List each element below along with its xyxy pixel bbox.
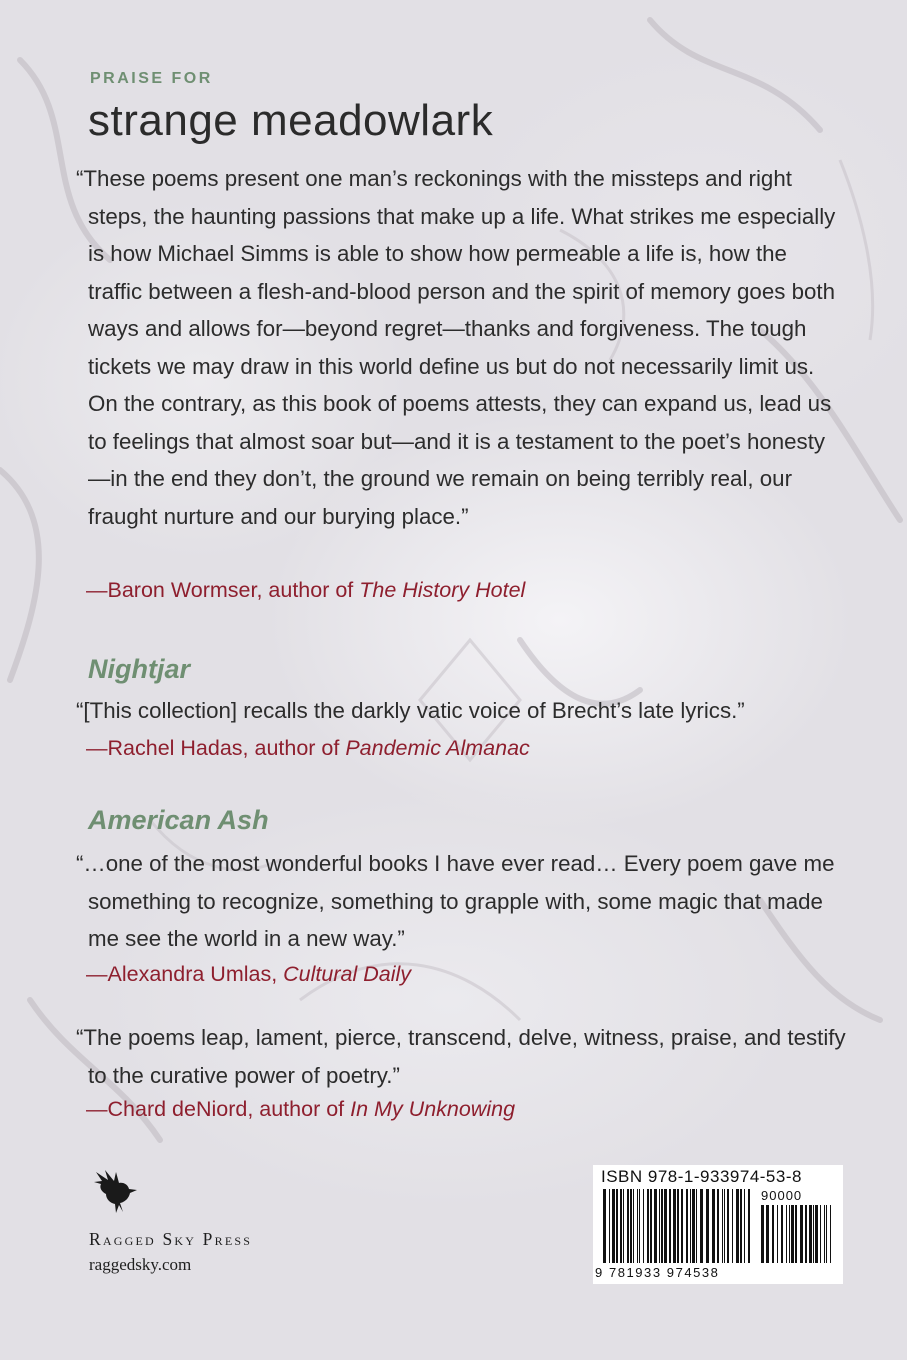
book-title: strange meadowlark	[88, 96, 494, 145]
section-title-american-ash: American Ash	[88, 805, 269, 835]
attribution-text: —Chard deNiord, author of	[86, 1097, 351, 1121]
section-title-nightjar: Nightjar	[88, 654, 191, 684]
publisher-name: Ragged Sky Press	[89, 1229, 253, 1249]
attribution-text: —Rachel Hadas, author of	[86, 736, 346, 760]
attribution-chard-deniord	[86, 1097, 515, 1122]
quote-baron-wormser: “These poems present one man’s reckonings with the missteps and right steps, the haunting passions that make up a life. What strikes me especially is how Michael Simms is able to show how permeable a life is, how the traffic between a flesh-and-blood person and the spirit of memory goes both ways and allows for—beyond regret—thanks and forgiveness. The tough tickets we may draw in this world define us but do not necessarily limit us. On the contrary, as this book of poems attests, they can expand us, lead us to feelings that almost soar but—and it is a testament to the poet’s honesty—in the end they don’t, the ground we remain on being terribly real, our fraught nurture and our burying place.”	[76, 166, 836, 529]
quote-chard-deniord: “The poems leap, lament, pierce, transcend, delve, witness, praise, and testify to the curative power of poetry.”	[76, 1025, 846, 1088]
isbn-barcode	[593, 1165, 843, 1284]
attribution-baron-wormser	[86, 578, 525, 603]
attribution-work: In My Unknowing	[350, 1097, 516, 1121]
attribution-work: Pandemic Almanac	[345, 736, 530, 760]
isbn-text: ISBN 978-1-933974-53-8	[601, 1167, 802, 1186]
barcode-ean-digits: 9 781933 974538	[595, 1265, 720, 1280]
quote-alexandra-umlas: “…one of the most wonderful books I have ever read… Every poem gave me something to recognize, something to grapple with, some magic that made me see the world in a new way.”	[76, 851, 835, 951]
praise-label: PRAISE FOR	[90, 70, 213, 87]
barcode-addon-digits: 90000	[761, 1188, 803, 1203]
raven-icon	[92, 1166, 140, 1216]
publisher-url: raggedsky.com	[89, 1255, 192, 1274]
attribution-text: —Baron Wormser, author of	[86, 578, 360, 602]
attribution-work: Cultural Daily	[283, 962, 412, 986]
attribution-alexandra-umlas	[86, 962, 411, 987]
attribution-rachel-hadas	[86, 736, 530, 761]
attribution-work: The History Hotel	[359, 578, 526, 602]
attribution-text: —Alexandra Umlas,	[86, 962, 284, 986]
quote-rachel-hadas: “[This collection] recalls the darkly vatic voice of Brecht’s late lyrics.”	[76, 698, 745, 723]
